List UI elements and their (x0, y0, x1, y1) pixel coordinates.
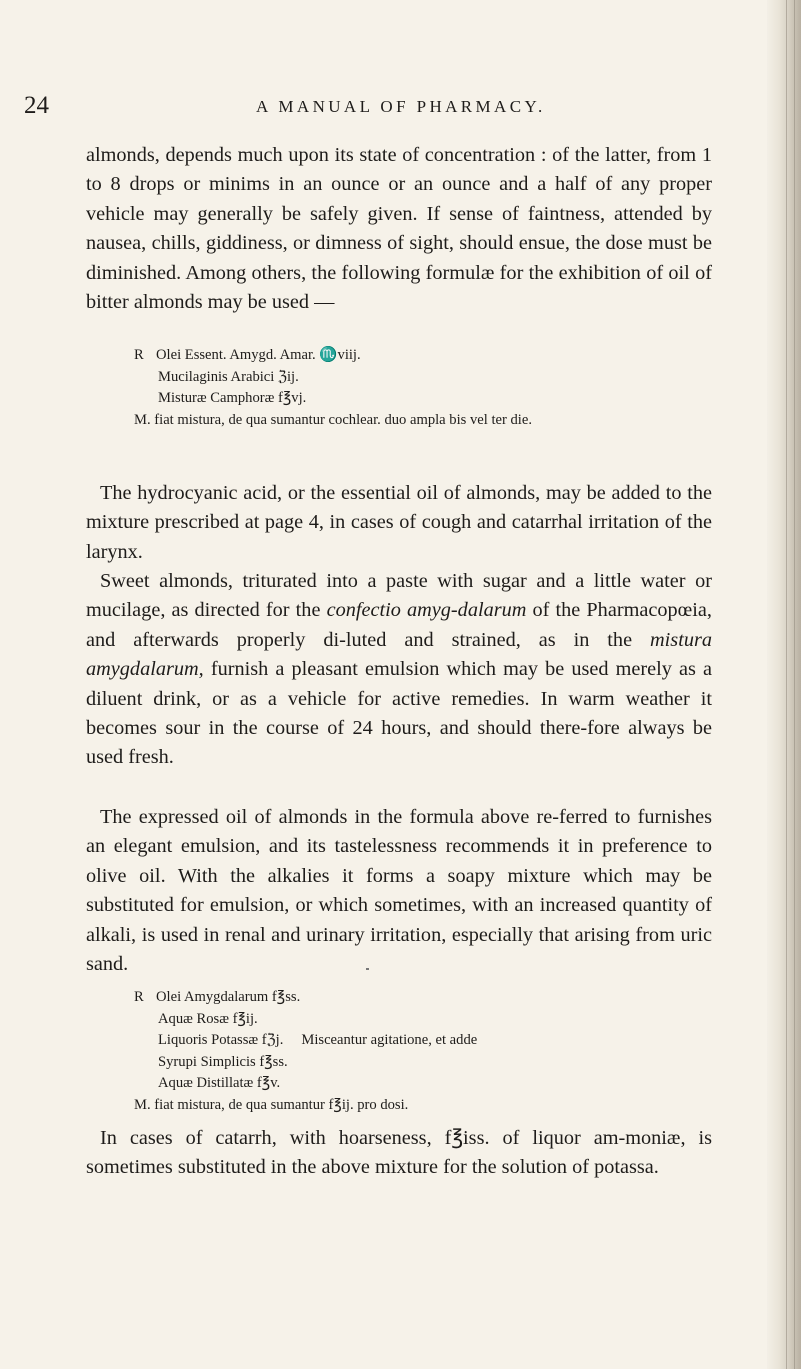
recipe-symbol: R (134, 347, 144, 363)
page-edge-line (786, 0, 787, 1369)
formula-direction: M. fiat mistura, de qua sumantur cochlear. duo ampla bis vel ter die. (134, 411, 532, 428)
paragraph-text: The expressed oil of almonds in the formula above re-ferred to furnishes an elegant emulsion, and its tastelessness recommends it in preference to olive oil. With the alkalies it forms a soapy mixture which may be substituted for emulsion, or which sometimes, with an increased quantity of alkali, is used in renal and urinary irritation, especially that arising from uric sand. (86, 806, 712, 976)
formula-line: Aquæ Rosæ f℥ij. (158, 1010, 258, 1027)
latin-term: confectio amyg-dalarum (326, 599, 527, 622)
page-header (24, 92, 764, 122)
paragraph-text: The hydrocyanic acid, or the essential oil of almonds, may be added to the mixture prescribed at page 4, in cases of cough and catarrhal irritation of the larynx. (86, 482, 712, 563)
latin-term: mistura amygdalarum, (86, 628, 712, 681)
paragraph-text: In cases of catarrh, with hoarseness, f℥iss. of liquor am-moniæ, is sometimes substituted in the above mixture for the solution of potassa. (86, 1127, 712, 1179)
text-run: Sweet almonds, triturated into a paste with sugar and a little water or mucilage, as directed for the (86, 570, 712, 622)
page-edge-shadow (767, 0, 801, 1369)
formula-line (134, 345, 694, 367)
formula-line: Mucilaginis Arabici ℨij. (158, 368, 299, 385)
paragraph-text: almonds, depends much upon its state of concentration : of the latter, from 1 to 8 drops or minims in an ounce or an ounce and a half of any proper vehicle may generally be safely given. If sense of faintness, attended by nausea, chills, giddiness, or dimness of sight, should ensue, the dose must be diminished. Among others, the following formulæ for the exhibition of oil of bitter almonds may be used — (86, 144, 712, 314)
text-run: furnish a pleasant emulsion which may be used merely as a diluent drink, or as a vehicle for active remedies. In warm weather it becomes sour in the course of 24 hours, and should there-fore always be used fresh. (86, 658, 712, 769)
formula-line: Syrupi Simplicis f℥ss. (158, 1053, 288, 1070)
paragraph (86, 567, 712, 773)
prescription-formula (134, 345, 694, 431)
paragraph (86, 141, 712, 317)
formula-line: Aquæ Distillatæ f℥v. (158, 1075, 281, 1092)
paragraph (86, 803, 712, 979)
page-edge-line (794, 0, 795, 1369)
paragraph-text (86, 567, 712, 773)
formula-instruction: Misceantur agitatione, et adde (301, 1032, 478, 1049)
formula-line (134, 1030, 694, 1052)
recipe-symbol: R (134, 989, 144, 1005)
ink-speck (366, 968, 369, 970)
formula-line (134, 987, 694, 1009)
paragraph (86, 479, 712, 567)
formula-line: Misturæ Camphoræ f℥vj. (158, 390, 307, 407)
formula-ingredient: Olei Amygdalarum f℥ss. (156, 989, 301, 1005)
formula-direction: M. fiat mistura, de qua sumantur f℥ij. pro dosi. (134, 1096, 409, 1113)
prescription-formula (134, 987, 694, 1117)
running-title: A MANUAL OF PHARMACY. (256, 97, 546, 116)
formula-ingredient: Olei Essent. Amygd. Amar. ♏viij. (156, 347, 361, 363)
text-run: of the Pharmacopœia, and afterwards properly di-luted and strained, as in the (86, 599, 712, 651)
paragraph (86, 1124, 712, 1183)
page-number: 24 (24, 92, 49, 119)
formula-ingredient: Liquoris Potassæ fℨj. (158, 1032, 284, 1049)
